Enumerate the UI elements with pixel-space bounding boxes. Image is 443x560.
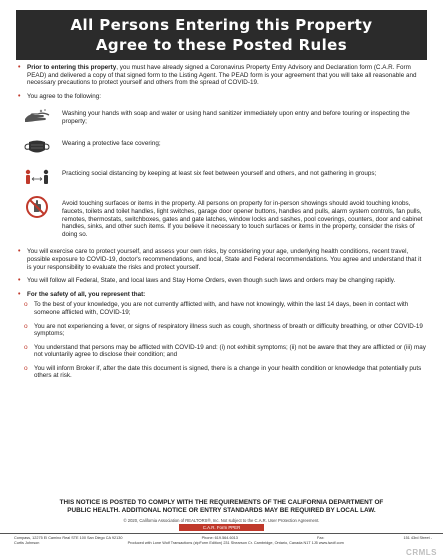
bullet-marker: •	[18, 248, 21, 256]
footer-agent: Curtis Johnson	[14, 541, 40, 545]
notice-line-2: PUBLIC HEALTH. ADDITIONAL NOTICE OR ENTRY STANDARDS MAY BE REQUIRED BY LOCAL LAW.	[67, 507, 376, 514]
representation-text: To the best of your knowledge, you are not currently afflicted with, and have not knowingly, within the last 14 days, been in contact with someone afflicted with, COVID-19;	[34, 301, 409, 316]
bullet-marker: •	[18, 290, 21, 298]
intro-paragraph	[18, 64, 426, 87]
rule-text: Wearing a protective face covering;	[62, 140, 161, 148]
header-line-1: All Persons Entering this Property	[70, 16, 373, 34]
intro-text: , you must have already signed a Coronavirus Property Entry Advisory and Declaration form (C.A.R. Form PEAD) and delivered a copy of that signed form to the Listing Agent. The PEAD form is your agreement that you will take all reasonable and necessary precautions to protect yourself and others from the spread of COVID-19.	[27, 64, 417, 87]
sub-bullet-marker: o	[24, 322, 28, 330]
agree-heading-row	[18, 93, 426, 101]
form-id-bar	[0, 524, 443, 531]
rule-text: Practicing social distancing by keeping at least six feet between yourself and others, and not gathering in groups;	[62, 170, 377, 178]
form-id: C.A.R. Form PPER	[179, 524, 265, 531]
bullet-marker: •	[18, 92, 21, 100]
representation-item	[24, 365, 426, 380]
footer-produced: Produced with Lone Wolf Transactions (zipForm Edition) 231 Shearson Cr. Cambridge, Ontario, Canada N1T 1J5 www.lwolf.com	[127, 541, 344, 545]
copyright-text: © 2020, California Association of REALTORS®, Inc. Not subject to the C.A.R. User Protection Agreement.	[123, 518, 320, 523]
sub-bullet-marker: o	[24, 301, 28, 309]
header-line-2: Agree to these Posted Rules	[95, 36, 348, 54]
rule-face-mask	[22, 136, 426, 158]
laws-text: You will follow all Federal, State, and local laws and Stay Home Orders, even though such laws and orders may be changing rapidly.	[27, 277, 396, 285]
bullet-marker: •	[18, 277, 21, 285]
face-mask-icon	[22, 136, 52, 158]
footer-phone: Phone: 619.564.6013	[201, 536, 238, 540]
representation-text: You will inform Broker if, after the date this document is signed, there is a change in your health condition or knowledge that potentially puts others at risk.	[34, 364, 422, 380]
footer-divider	[0, 533, 443, 534]
representation-item	[24, 323, 426, 338]
representation-text: You understand that persons may be afflicted with COVID-19 and: (i) not exhibit symptoms; (ii) not be aware that they are afflicted or (iii) may not voluntarily agree to disclose their condition; and	[34, 343, 426, 359]
representation-item	[24, 344, 426, 359]
intro-lead: Prior to entering this property	[27, 64, 117, 71]
document-footer	[14, 536, 432, 546]
watermark: CRMLS	[406, 548, 437, 557]
footer-file: 151 43rd Street -	[403, 536, 432, 540]
footer-fax: Fax:	[317, 536, 325, 540]
representation-item	[24, 301, 426, 316]
safety-heading-row	[18, 291, 426, 299]
care-paragraph	[18, 248, 426, 271]
sub-bullet-marker: o	[24, 364, 28, 372]
rule-handwash	[22, 106, 426, 128]
footer-company: Compass, 12275 El Camino Real STE 100 San Diego CA 92130	[14, 536, 123, 540]
document-body	[18, 64, 426, 386]
rule-no-touch	[22, 196, 426, 238]
notice-line-1: THIS NOTICE IS POSTED TO COMPLY WITH THE REQUIREMENTS OF THE CALIFORNIA DEPARTMENT OF	[59, 499, 384, 506]
rule-text: Avoid touching surfaces or items in the property. All persons on property for in-person showings should avoid touching knobs, faucets, toilets and toilet handles, light switches, garage door opener buttons, handles and pulls, alarm system controls, fan pulls, remotes, thermostats, switchboxes, gates and gate latches, window locks and sashes, pool coverings, counters, door and cabinet handles, sinks, and other such items. If you believe it necessary to touch surfaces or items in the property, consider the risks of doing so.	[62, 200, 423, 238]
bullet-marker: •	[18, 64, 21, 71]
agree-heading: You agree to the following:	[27, 92, 101, 100]
social-distance-icon	[22, 166, 52, 188]
representation-text: You are not experiencing a fever, or signs of respiratory illness such as cough, shortness of breath or difficulty breathing, or other COVID-19 symptoms;	[34, 322, 423, 338]
no-touch-icon	[22, 196, 52, 218]
laws-paragraph	[18, 277, 426, 285]
handwash-icon	[22, 106, 52, 128]
rule-social-distance	[22, 166, 426, 188]
rule-text: Washing your hands with soap and water or using hand sanitizer immediately upon entry and before touring or inspecting the property;	[62, 110, 410, 125]
notice-header	[16, 10, 427, 60]
safety-heading: For the safety of all, you represent that:	[27, 290, 146, 298]
care-text: You will exercise care to protect yourself, and assess your own risks, by considering your age, underlying health conditions, recent travel, possible exposure to COVID-19, doctor's recommendations, and local, State and Federal recommendations. You agree and understand that it is your responsibility to evaluate the risks and protect yourself.	[27, 248, 422, 271]
legal-notice	[30, 499, 413, 515]
sub-bullet-marker: o	[24, 343, 28, 351]
